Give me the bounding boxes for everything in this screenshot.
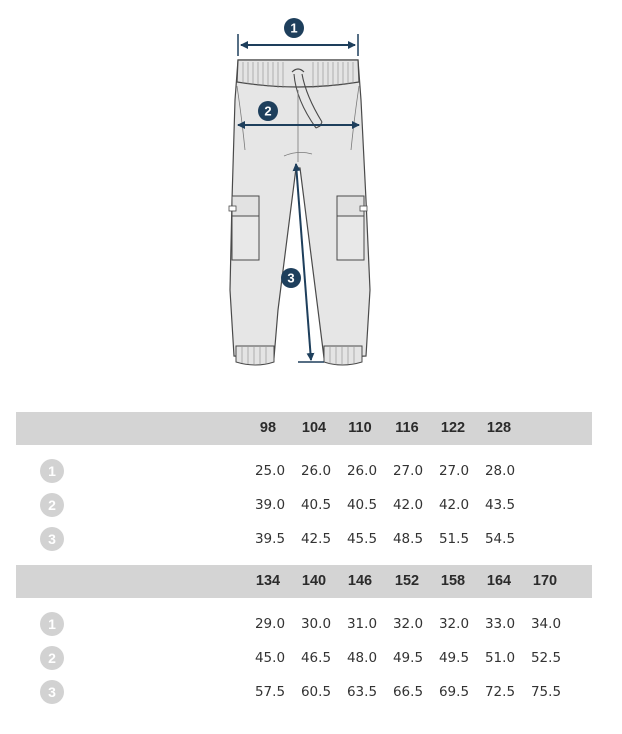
table-cell: 63.5 [346,684,378,700]
measurement-row-2 [16,488,592,522]
right-cuff [324,346,362,365]
size-label: 104 [301,420,327,436]
marker-2-label: 2 [264,103,272,119]
table-cell: 60.5 [300,684,332,700]
left-cargo-pocket [229,196,259,260]
size-label: 128 [486,420,512,436]
table-cell: 27.0 [438,463,470,479]
table-cell: 34.0 [530,616,562,632]
table-cell: 51.0 [484,650,516,666]
table-cell: 49.5 [438,650,470,666]
left-cuff [236,346,274,365]
table-cell: 57.5 [254,684,286,700]
row-marker-badge: 3 [40,680,64,704]
table-cell: 31.0 [346,616,378,632]
row-marker-badge: 1 [40,612,64,636]
table-cell: 42.5 [300,531,332,547]
table-cell: 48.5 [392,531,424,547]
table-cell: 69.5 [438,684,470,700]
measurement-row-3 [16,522,592,556]
size-header-row [16,565,592,598]
table-cell: 32.0 [392,616,424,632]
table-cell: 32.0 [438,616,470,632]
table-cell: 40.5 [300,497,332,513]
size-table-1 [16,412,592,556]
table-cell: 27.0 [392,463,424,479]
measurement-1-waist-width [238,18,358,56]
table-cell: 26.0 [346,463,378,479]
size-label: 164 [486,573,512,589]
table-cell: 51.5 [438,531,470,547]
right-cargo-pocket [337,196,367,260]
size-label: 146 [347,573,373,589]
row-marker-badge: 1 [40,459,64,483]
measurement-row-1 [16,607,592,641]
size-label: 134 [255,573,281,589]
table-cell: 43.5 [484,497,516,513]
table-cell: 72.5 [484,684,516,700]
measurement-row-2 [16,641,592,675]
size-label: 98 [259,420,277,436]
table-cell: 66.5 [392,684,424,700]
table-cell: 39.0 [254,497,286,513]
table-cell: 46.5 [300,650,332,666]
table-cell: 45.0 [254,650,286,666]
table-cell: 75.5 [530,684,562,700]
size-label: 140 [301,573,327,589]
marker-3-label: 3 [287,270,295,286]
table-cell: 25.0 [254,463,286,479]
waistband [237,60,359,87]
size-label: 170 [532,573,558,589]
marker-1-label: 1 [290,20,298,36]
table-cell: 48.0 [346,650,378,666]
table-cell: 42.0 [438,497,470,513]
table-cell: 28.0 [484,463,516,479]
row-marker-badge: 3 [40,527,64,551]
table-cell: 33.0 [484,616,516,632]
table-cell: 45.5 [346,531,378,547]
table-cell: 29.0 [254,616,286,632]
table-cell: 52.5 [530,650,562,666]
size-table-2 [16,565,592,709]
table-cell: 30.0 [300,616,332,632]
size-header-row [16,412,592,445]
size-label: 152 [394,573,420,589]
row-marker-badge: 2 [40,646,64,670]
table-cell: 49.5 [392,650,424,666]
measurement-row-3 [16,675,592,709]
measurement-row-1 [16,454,592,488]
table-cell: 26.0 [300,463,332,479]
size-label: 110 [348,420,372,436]
row-marker-badge: 2 [40,493,64,517]
table-cell: 42.0 [392,497,424,513]
table-cell: 40.5 [346,497,378,513]
table-cell: 39.5 [254,531,286,547]
size-label: 116 [395,420,419,436]
table-cell: 54.5 [484,531,516,547]
size-label: 158 [440,573,466,589]
size-label: 122 [440,420,466,436]
